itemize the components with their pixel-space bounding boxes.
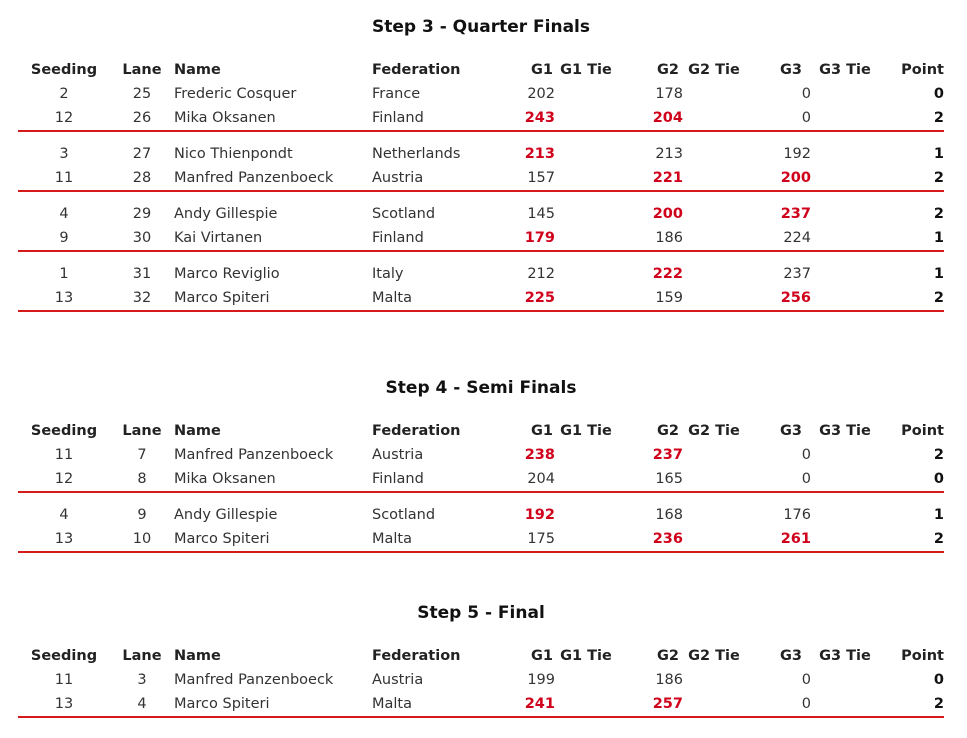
g3-tie-cell [811, 503, 879, 527]
table-row [18, 286, 944, 310]
header-g2-tie: G2 Tie [688, 62, 740, 78]
seeding-cell: 1 [59, 266, 69, 282]
lane-cell: 28 [132, 170, 152, 186]
header-seeding: Seeding [30, 648, 98, 664]
g3-score: 0 [801, 86, 811, 102]
g2-score: 236 [652, 531, 683, 547]
g2-score: 186 [655, 672, 683, 688]
g3-tie-cell [811, 82, 879, 106]
g1-tie-cell [555, 668, 617, 692]
point-cell: 0 [933, 86, 944, 102]
player-name: Manfred Panzenboeck [174, 672, 334, 688]
lane-cell: 27 [132, 146, 152, 162]
seeding-cell: 12 [54, 471, 74, 487]
header-federation: Federation [372, 62, 461, 78]
player-name: Andy Gillespie [174, 507, 278, 523]
g1-tie-cell [555, 286, 617, 310]
header-g1: G1 [531, 62, 553, 78]
header-lane: Lane [122, 423, 162, 439]
g3-score: 256 [780, 290, 811, 306]
g2-tie-cell [683, 467, 745, 491]
player-name: Mika Oksanen [174, 471, 276, 487]
point-cell: 1 [933, 230, 944, 246]
g1-score: 192 [524, 507, 555, 523]
header-g1-tie: G1 Tie [560, 62, 612, 78]
federation-cell: Malta [372, 290, 412, 306]
g2-score: 200 [652, 206, 683, 222]
seeding-cell: 2 [59, 86, 69, 102]
g2-score: 186 [655, 230, 683, 246]
g1-score: 213 [524, 146, 555, 162]
header-g2: G2 [657, 648, 679, 664]
quarter-finals-table [18, 58, 944, 312]
player-name: Marco Spiteri [174, 290, 270, 306]
table-row [18, 106, 944, 130]
g2-score: 165 [655, 471, 683, 487]
table-row [18, 668, 944, 692]
table-row [18, 166, 944, 190]
header-g1-tie: G1 Tie [560, 423, 612, 439]
g2-score: 159 [655, 290, 683, 306]
seeding-cell: 11 [54, 672, 74, 688]
header-g1: G1 [531, 648, 553, 664]
lane-cell: 3 [137, 672, 147, 688]
g1-score: 212 [527, 266, 555, 282]
table-row [18, 226, 944, 250]
player-name: Manfred Panzenboeck [174, 447, 334, 463]
g1-score: 202 [527, 86, 555, 102]
g1-score: 241 [524, 696, 555, 712]
g1-tie-cell [555, 142, 617, 166]
header-g3-tie: G3 Tie [819, 423, 871, 439]
g3-score: 224 [783, 230, 811, 246]
g3-score: 0 [801, 696, 811, 712]
lane-cell: 26 [132, 110, 152, 126]
g1-score: 238 [524, 447, 555, 463]
g3-tie-cell [811, 262, 879, 286]
g2-tie-cell [683, 82, 745, 106]
player-name: Andy Gillespie [174, 206, 278, 222]
g2-tie-cell [683, 226, 745, 250]
lane-cell: 10 [132, 531, 152, 547]
section-title-semi-finals: Step 4 - Semi Finals [385, 378, 577, 398]
point-cell: 1 [933, 266, 944, 282]
header-g3: G3 [780, 62, 802, 78]
g1-tie-cell [555, 503, 617, 527]
table-row [18, 202, 944, 226]
g1-score: 175 [527, 531, 555, 547]
table-row [18, 503, 944, 527]
g2-tie-cell [683, 106, 745, 130]
table-row [18, 142, 944, 166]
header-point: Point [901, 423, 944, 439]
g3-score: 0 [801, 110, 811, 126]
header-name: Name [174, 62, 221, 78]
federation-cell: Austria [372, 447, 424, 463]
g3-tie-cell [811, 527, 879, 551]
g2-score: 257 [652, 696, 683, 712]
lane-cell: 4 [137, 696, 147, 712]
federation-cell: Italy [372, 266, 404, 282]
g1-tie-cell [555, 467, 617, 491]
federation-cell: Malta [372, 531, 412, 547]
g2-score: 204 [652, 110, 683, 126]
header-name: Name [174, 648, 221, 664]
g3-tie-cell [811, 443, 879, 467]
header-federation: Federation [372, 648, 461, 664]
g3-score: 237 [783, 266, 811, 282]
g3-score: 200 [780, 170, 811, 186]
g2-tie-cell [683, 443, 745, 467]
g3-tie-cell [811, 668, 879, 692]
seeding-cell: 13 [54, 696, 74, 712]
point-cell: 2 [933, 290, 944, 306]
header-g1-tie: G1 Tie [560, 648, 612, 664]
point-cell: 2 [933, 110, 944, 126]
table-row [18, 262, 944, 286]
header-g2-tie: G2 Tie [688, 423, 740, 439]
player-name: Mika Oksanen [174, 110, 276, 126]
seeding-cell: 13 [54, 290, 74, 306]
g1-tie-cell [555, 443, 617, 467]
seeding-cell: 3 [59, 146, 69, 162]
table-row [18, 443, 944, 467]
g2-tie-cell [683, 668, 745, 692]
g1-tie-cell [555, 106, 617, 130]
header-point: Point [901, 62, 944, 78]
g3-score: 0 [801, 672, 811, 688]
g3-score: 261 [780, 531, 811, 547]
seeding-cell: 9 [59, 230, 69, 246]
g2-tie-cell [683, 142, 745, 166]
g3-tie-cell [811, 692, 879, 716]
point-cell: 2 [933, 447, 944, 463]
g1-tie-cell [555, 202, 617, 226]
g2-tie-cell [683, 286, 745, 310]
federation-cell: Netherlands [372, 146, 461, 162]
g1-score: 225 [524, 290, 555, 306]
point-cell: 1 [933, 507, 944, 523]
final-table [18, 644, 944, 718]
g2-tie-cell [683, 262, 745, 286]
g2-score: 237 [652, 447, 683, 463]
match-spacer [18, 131, 944, 142]
g3-tie-cell [811, 142, 879, 166]
header-name: Name [174, 423, 221, 439]
header-federation: Federation [372, 423, 461, 439]
g2-score: 221 [652, 170, 683, 186]
g2-score: 168 [655, 507, 683, 523]
match-spacer [18, 191, 944, 202]
g3-score: 237 [780, 206, 811, 222]
g2-tie-cell [683, 166, 745, 190]
g1-score: 145 [527, 206, 555, 222]
lane-cell: 30 [132, 230, 152, 246]
g1-tie-cell [555, 692, 617, 716]
g3-score: 0 [801, 471, 811, 487]
g2-tie-cell [683, 202, 745, 226]
federation-cell: Finland [372, 230, 424, 246]
player-name: Marco Reviglio [174, 266, 280, 282]
g1-score: 199 [527, 672, 555, 688]
player-name: Nico Thienpondt [174, 146, 293, 162]
point-cell: 2 [933, 696, 944, 712]
table-row [18, 692, 944, 716]
federation-cell: Austria [372, 170, 424, 186]
seeding-cell: 4 [59, 206, 69, 222]
match-divider [18, 310, 944, 311]
table-row [18, 527, 944, 551]
seeding-cell: 11 [54, 170, 74, 186]
g2-score: 178 [655, 86, 683, 102]
g3-tie-cell [811, 226, 879, 250]
g3-tie-cell [811, 166, 879, 190]
federation-cell: Malta [372, 696, 412, 712]
lane-cell: 8 [137, 471, 147, 487]
g3-score: 192 [783, 146, 811, 162]
federation-cell: Austria [372, 672, 424, 688]
point-cell: 0 [933, 471, 944, 487]
g3-tie-cell [811, 467, 879, 491]
lane-cell: 25 [132, 86, 152, 102]
g1-tie-cell [555, 166, 617, 190]
section-title-quarter-finals: Step 3 - Quarter Finals [371, 17, 591, 37]
player-name: Kai Virtanen [174, 230, 263, 246]
g1-tie-cell [555, 226, 617, 250]
player-name: Marco Spiteri [174, 531, 270, 547]
section-title-final: Step 5 - Final [417, 603, 545, 623]
point-cell: 2 [933, 206, 944, 222]
header-g3-tie: G3 Tie [819, 62, 871, 78]
g3-tie-cell [811, 286, 879, 310]
lane-cell: 29 [132, 206, 152, 222]
match-divider [18, 716, 944, 717]
point-cell: 1 [933, 146, 944, 162]
player-name: Manfred Panzenboeck [174, 170, 334, 186]
header-g3-tie: G3 Tie [819, 648, 871, 664]
g3-score: 0 [801, 447, 811, 463]
g3-tie-cell [811, 202, 879, 226]
header-row [18, 58, 944, 82]
header-point: Point [901, 648, 944, 664]
match-spacer [18, 251, 944, 262]
header-seeding: Seeding [30, 423, 98, 439]
point-cell: 2 [933, 170, 944, 186]
g1-score: 204 [527, 471, 555, 487]
g3-tie-cell [811, 106, 879, 130]
lane-cell: 7 [137, 447, 147, 463]
federation-cell: Finland [372, 110, 424, 126]
g2-tie-cell [683, 503, 745, 527]
header-seeding: Seeding [30, 62, 98, 78]
lane-cell: 9 [137, 507, 147, 523]
g2-tie-cell [683, 692, 745, 716]
header-g2-tie: G2 Tie [688, 648, 740, 664]
header-row [18, 419, 944, 443]
g1-tie-cell [555, 527, 617, 551]
federation-cell: Scotland [372, 206, 436, 222]
federation-cell: Scotland [372, 507, 436, 523]
g1-score: 157 [527, 170, 555, 186]
header-row [18, 644, 944, 668]
seeding-cell: 13 [54, 531, 74, 547]
g2-score: 222 [652, 266, 683, 282]
seeding-cell: 12 [54, 110, 74, 126]
g2-tie-cell [683, 527, 745, 551]
table-row [18, 467, 944, 491]
seeding-cell: 11 [54, 447, 74, 463]
header-lane: Lane [122, 648, 162, 664]
semi-finals-table [18, 419, 944, 553]
player-name: Frederic Cosquer [174, 86, 297, 102]
header-g3: G3 [780, 648, 802, 664]
header-g2: G2 [657, 423, 679, 439]
point-cell: 0 [933, 672, 944, 688]
player-name: Marco Spiteri [174, 696, 270, 712]
g1-score: 179 [524, 230, 555, 246]
g1-tie-cell [555, 262, 617, 286]
point-cell: 2 [933, 531, 944, 547]
g2-score: 213 [655, 146, 683, 162]
g3-score: 176 [783, 507, 811, 523]
header-g3: G3 [780, 423, 802, 439]
federation-cell: Finland [372, 471, 424, 487]
seeding-cell: 4 [59, 507, 69, 523]
match-divider [18, 551, 944, 552]
federation-cell: France [372, 86, 421, 102]
match-spacer [18, 492, 944, 503]
header-g2: G2 [657, 62, 679, 78]
g1-score: 243 [524, 110, 555, 126]
header-lane: Lane [122, 62, 162, 78]
g1-tie-cell [555, 82, 617, 106]
lane-cell: 31 [132, 266, 152, 282]
lane-cell: 32 [132, 290, 152, 306]
header-g1: G1 [531, 423, 553, 439]
table-row [18, 82, 944, 106]
